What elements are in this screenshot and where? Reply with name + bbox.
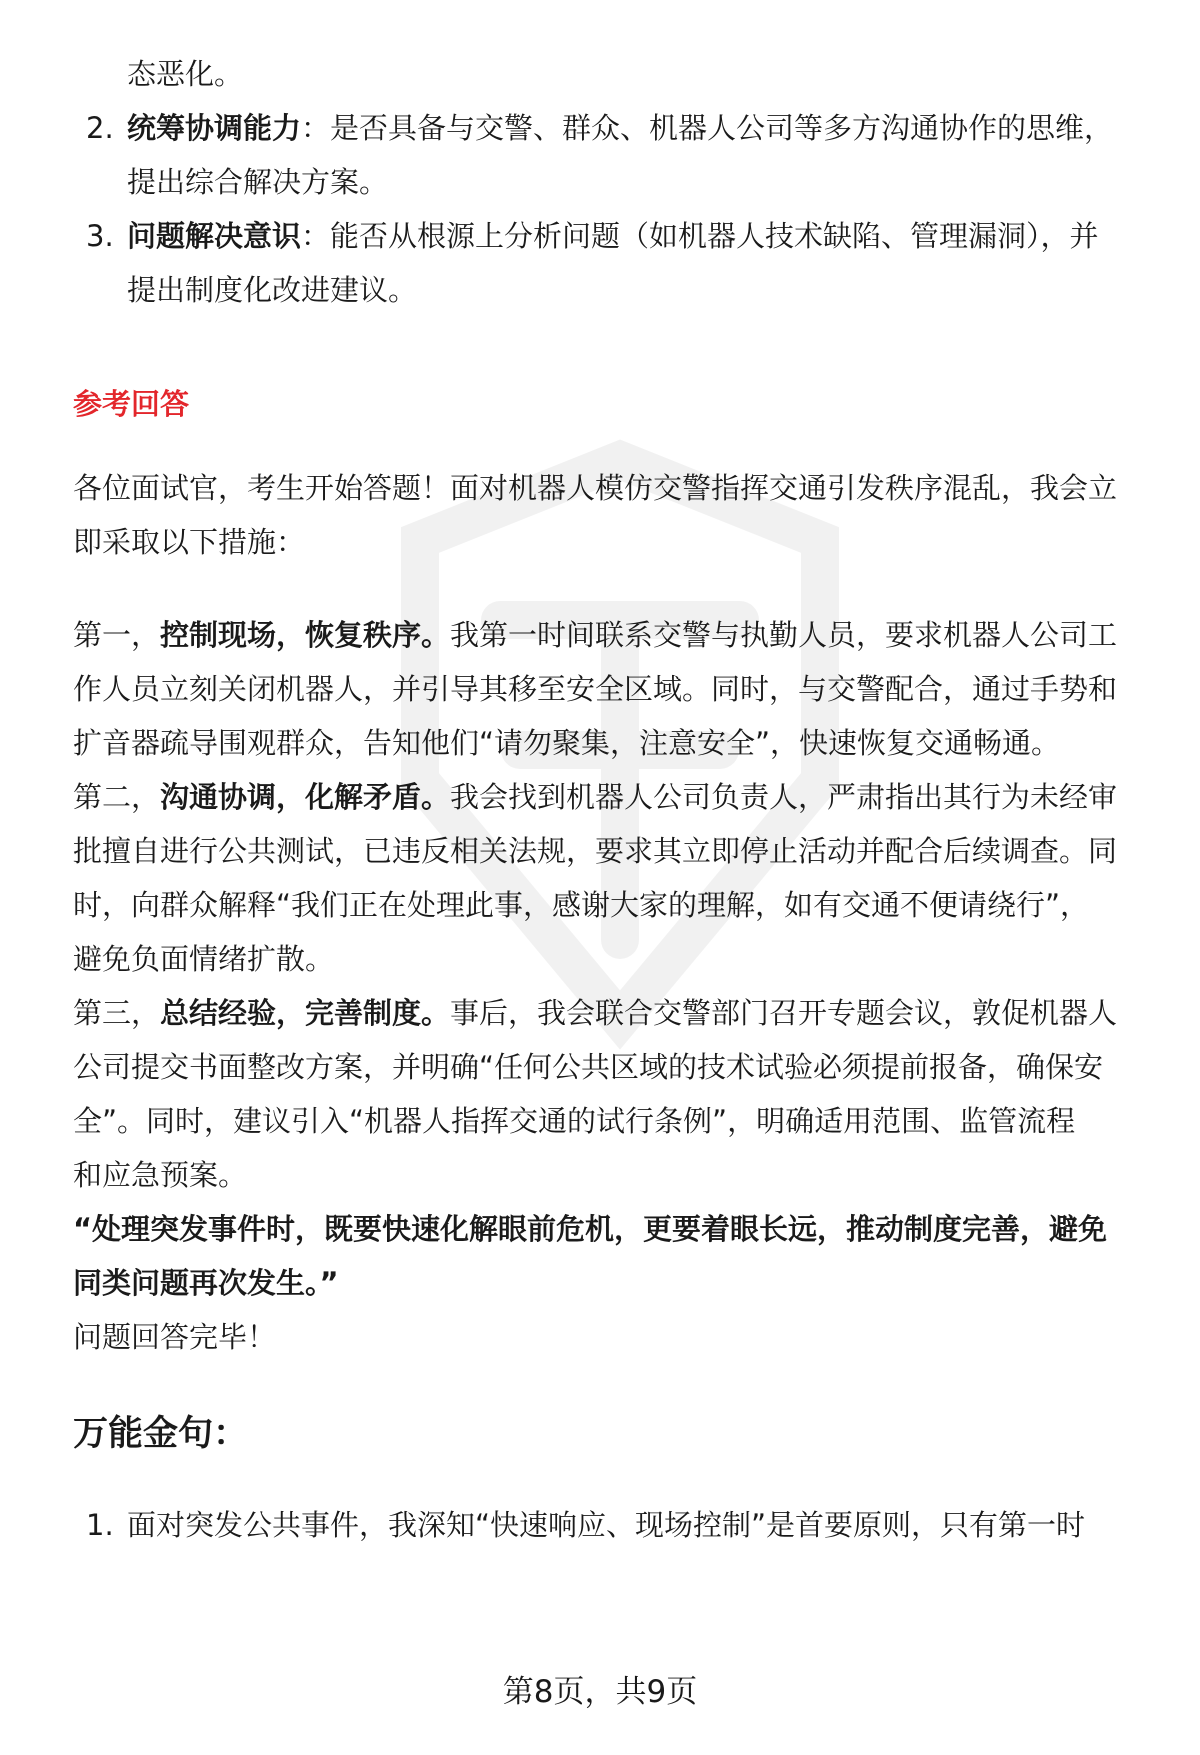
step2-line-2: 批擅自进行公共测试，已违反相关法规，要求其立即停止活动并配合后续调查。同 (73, 834, 1118, 868)
list-number: 2. (86, 111, 114, 145)
step-title: 总结经验，完善制度。 (160, 996, 451, 1030)
step-text: 我第一时间联系交警与执勤人员，要求机器人公司工 (450, 618, 1118, 652)
golden-item-text: 面对突发公共事件，我深知“快速响应、现场控制”是首要原则，只有第一时 (127, 1508, 1086, 1542)
page-footer: 第8页，共9页 (502, 1674, 698, 1710)
step1-line-2: 作人员立刻关闭机器人，并引导其移至安全区域。同时，与交警配合，通过手势和 (73, 672, 1118, 706)
criteria-item-3 (73, 206, 1143, 266)
step-prefix: 第二， (73, 780, 161, 814)
step1-line-1 (73, 605, 1143, 665)
step-title: 沟通协调，化解矛盾。 (160, 780, 451, 814)
list-number: 3. (86, 219, 114, 253)
answer-heading: 参考回答 (73, 387, 190, 421)
step-prefix: 第三， (73, 996, 161, 1030)
criteria-item-2 (73, 98, 1143, 158)
list-number: 1. (86, 1508, 114, 1542)
criteria-text: ：能否从根源上分析问题（如机器人技术缺陷、管理漏洞），并 (301, 219, 1099, 253)
closing-line: 问题回答完毕！ (73, 1320, 277, 1354)
step3-line-1 (73, 983, 1143, 1043)
golden-sentences-heading: 万能金句： (73, 1414, 249, 1454)
criteria-title: 问题解决意识 (127, 219, 302, 253)
step-prefix: 第一， (73, 618, 161, 652)
step3-line-4: 和应急预案。 (73, 1158, 248, 1192)
step3-line-3: 全”。同时，建议引入“机器人指挥交通的试行条例”，明确适用范围、监管流程 (73, 1104, 1076, 1138)
criteria-title: 统筹协调能力 (127, 111, 302, 145)
step1-line-3: 扩音器疏导围观群众，告知他们“请勿聚集，注意安全”，快速恢复交通畅通。 (73, 726, 1061, 760)
criteria-item-2-cont: 提出综合解决方案。 (127, 165, 389, 199)
step3-line-2: 公司提交书面整改方案，并明确“任何公共区域的技术试验必须提前报备，确保安 (73, 1050, 1104, 1084)
criteria-text: ：是否具备与交警、群众、机器人公司等多方沟通协作的思维， (301, 111, 1114, 145)
prev-item-continuation: 态恶化。 (127, 57, 244, 91)
step2-line-3: 时，向群众解释“我们正在处理此事，感谢大家的理解，如有交通不便请绕行”， (73, 888, 1090, 922)
step-text: 事后，我会联合交警部门召开专题会议，敦促机器人 (450, 996, 1118, 1030)
criteria-item-3-cont: 提出制度化改进建议。 (127, 273, 418, 307)
step2-line-4: 避免负面情绪扩散。 (73, 942, 335, 976)
step-text: 我会找到机器人公司负责人，严肃指出其行为未经审 (450, 780, 1118, 814)
intro-line-1: 各位面试官，考生开始答题！面对机器人模仿交警指挥交通引发秩序混乱，我会立 (73, 471, 1118, 505)
step-title: 控制现场，恢复秩序。 (160, 618, 451, 652)
golden-item-1 (73, 1495, 1143, 1555)
intro-line-2: 即采取以下措施： (73, 525, 306, 559)
step2-line-1 (73, 767, 1143, 827)
quote-line-2: 同类问题再次发生。” (73, 1266, 339, 1300)
quote-line-1: “处理突发事件时，既要快速化解眼前危机，更要着眼长远，推动制度完善，避免 (73, 1212, 1108, 1246)
